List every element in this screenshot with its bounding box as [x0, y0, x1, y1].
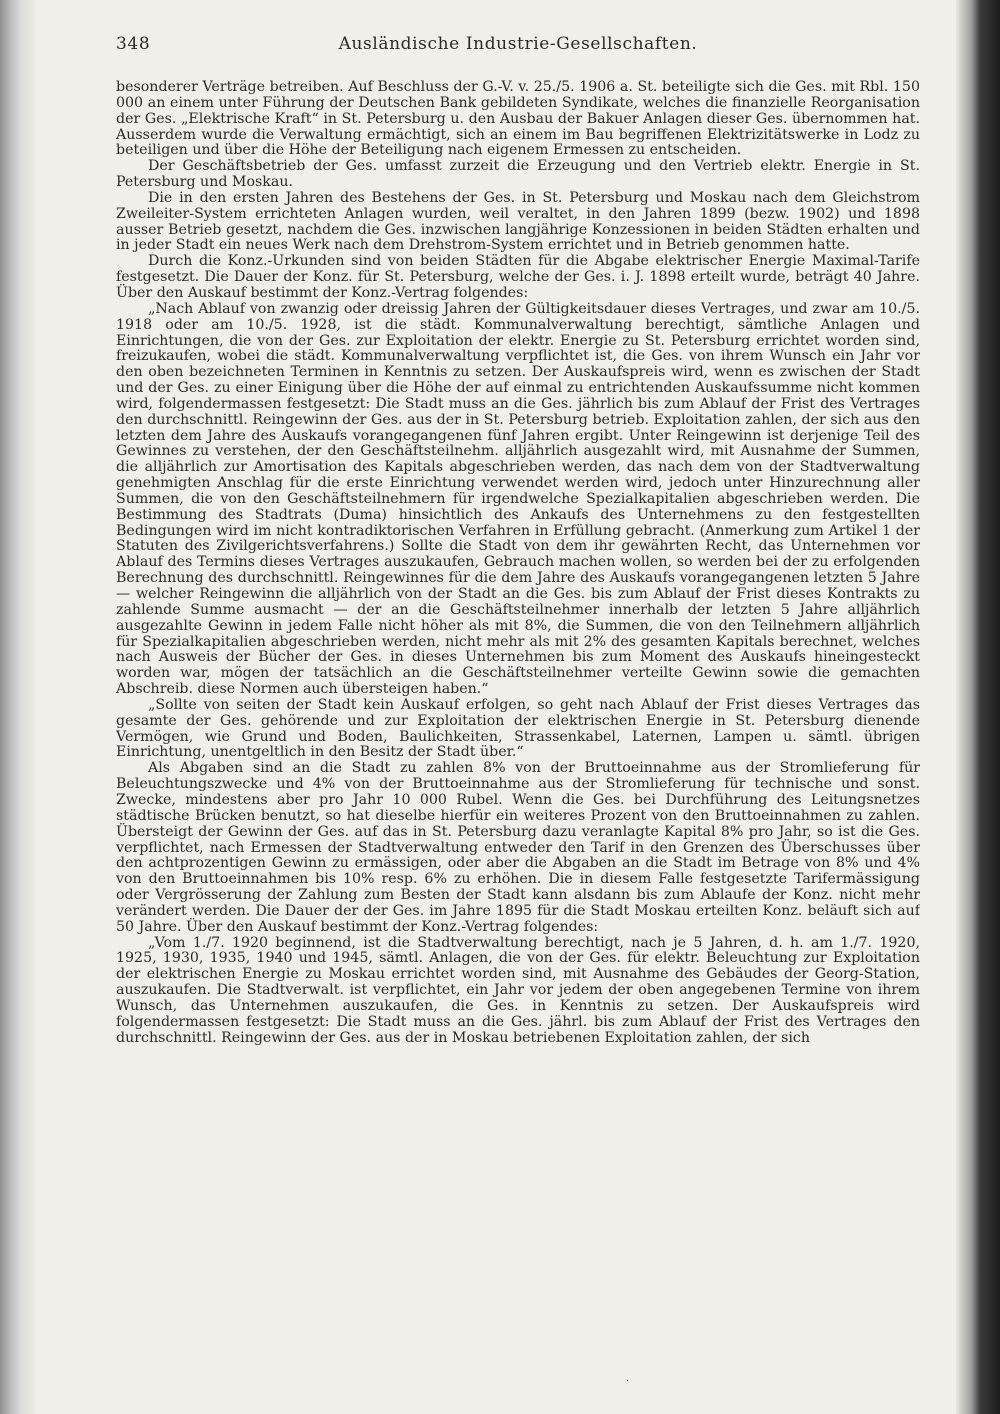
- body-text: [116, 80, 920, 1380]
- quoted-paragraph: „Nach Ablauf von zwanzig oder dreissig Jahren der Gültigkeitsdauer dieses Vertrages, und zwar am 10./5. 1918 oder am 10./5. 1928, ist die städt. Kommunalverwaltung berechtigt, sämtliche Anlagen und Einrichtungen, die von der Ges. zur Exploitation der elektr. Energie zu St. Petersburg errichtet worden sind, freizukaufen, wobei die städt. Kommunalverwaltung verpflichtet ist, die Ges. von ihrem Wunsch ein Jahr vor den oben bezeichneten Terminen in Kenntnis zu setzen. Der Auskaufspreis wird, wenn es zwischen der Stadt und der Ges. zu einer Einigung über die Höhe der auf einmal zu entrichtenden Auskaufssumme nicht kommen wird, folgendermassen festgesetzt: Die Stadt muss an die Ges. jährlich bis zum Ablauf der Frist des Vertrages den durchschnittl. Reingewinn der Ges. aus der in St. Petersburg betrieb. Exploitation zahlen, der sich aus den letzten dem Jahre des Auskaufs vorangegangenen fünf Jahren ergibt. Unter Reingewinn ist derjenige Teil des Gewinnes zu verstehen, der den Geschäftsteilnehm. alljährlich ausgezahlt wird, mit Ausnahme der Summen, die alljährlich zur Amortisation des Kapitals abgeschrieben werden, das nach dem von der Stadtverwaltung genehmigten Anschlag für die erste Einrichtung verwendet werden wird, jedoch unter Hinzurechnung aller Summen, die von den Geschäftsteilnehmern für irgendwelche Spezialkapitalien abgeschrieben werden. Die Bestimmung des Stadtrats (Duma) hinsichtlich des Ankaufs des Unternehmens zu den festgestellten Bedingungen wird im nicht kontradiktorischen Verfahren in Erfüllung gebracht. (Anmerkung zum Artikel 1 der Statuten des Zivilgerichtsverfahrens.) Sollte die Stadt von dem ihr gewährten Recht, das Unternehmen vor Ablauf des Termins dieses Vertrages auszukaufen, Gebrauch machen wollen, so werden bei der zu erfolgenden Berechnung des durchschnittl. Reingewinnes für die dem Jahre des Auskaufs vorangegangenen letzten 5 Jahre — welcher Reingewinn die alljährlich von der Stadt an die Ges. bis zum Ablauf der Frist dieses Kontrakts zu zahlende Summe ausmacht — der an die Geschäftsteilnehmer innerhalb der letzten 5 Jahre alljährlich ausgezahlte Gewinn in jedem Falle nicht höher als mit 8%, die Summen, die von den Teilnehmern alljährlich für Spezialkapitalien abgeschrieben werden, nicht mehr als mit 2% des gesamten Kapitals berechnet, welches nach Ausweis der Bücher der Ges. in dieses Unternehmen bis zum Moment des Auskaufs hineingesteckt worden war, mögen der tatsächlich an die Geschäftsteilnehmer verteilte Gewinn sowie die gemachten Abschreib. diese Normen auch übersteigen haben.“: [116, 300, 920, 698]
- page-header: [116, 34, 920, 60]
- paragraph: Der Geschäftsbetrieb der Ges. umfasst zurzeit die Erzeugung und den Vertrieb elektr. Energie in St. Petersburg und Moskau.: [116, 158, 920, 191]
- quoted-paragraph: „Sollte von seiten der Stadt kein Auskauf erfolgen, so geht nach Ablauf der Frist dieses Vertrages das gesamte der Ges. gehörende und zur Exploitation der elektrischen Energie in St. Petersburg dienende Vermögen, wie Grund und Boden, Baulichkeiten, Strassenkabel, Laternen, Lampen u. sämtl. übrigen Einrichtung, unentgeltlich in den Besitz der Stadt über.“: [116, 696, 920, 761]
- paragraph: Die in den ersten Jahren des Bestehens der Ges. in St. Petersburg und Moskau nach dem Gleichstrom Zweileiter-System errichteten Anlagen wurden, weil veraltet, in den Jahren 1899 (bezw. 1902) und 1898 ausser Betrieb gesetzt, nachdem die Ges. inzwischen langjährige Konzessionen in beiden Städten erhalten und in jeder Stadt ein neues Werk nach dem Drehstrom-System errichtet und in Betrieb genommen hatte.: [116, 189, 920, 254]
- print-mark: ·: [626, 1376, 630, 1387]
- paragraph: Durch die Konz.-Urkunden sind von beiden Städten für die Abgabe elektrischer Energie Maximal-Tarife festgesetzt. Die Dauer der Konz. für St. Petersburg, welche der Ges. i. J. 1898 erteilt wurde, beträgt 40 Jahre. Über den Auskauf bestimmt der Konz.-Vertrag folgendes:: [116, 253, 920, 301]
- running-title: Ausländische Industrie-Gesellschaften.: [338, 34, 698, 54]
- paragraph-continuation: besonderer Verträge betreiben. Auf Beschluss der G.-V. v. 25./5. 1906 a. St. beteiligte sich die Ges. mit Rbl. 150 000 an einem unter Führung der Deutschen Bank gebildeten Syndikate, welches die finanzielle Reorganisation der Ges. „Elektrische Kraft“ in St. Petersburg u. den Ausbau der Bakuer Anlagen dieser Ges. übernommen hat. Ausserdem wurde die Verwaltung ermächtigt, sich an einem im Bau begriffenen Elektrizitätswerke in Lodz zu beteiligen und über die Höhe der Beteiligung nach eigenem Ermessen zu entscheiden.: [116, 80, 920, 159]
- page-number: 348: [116, 34, 151, 54]
- quoted-paragraph: „Vom 1./7. 1920 beginnend, ist die Stadtverwaltung berechtigt, nach je 5 Jahren, d. h. am 1./7. 1920, 1925, 1930, 1935, 1940 und 1945, sämtl. Anlagen, die von der Ges. für elektr. Beleuchtung zur Exploitation der elektrischen Energie zu Moskau errichtet worden sind, mit Ausnahme des Gebäudes der Georg-Station, auszukaufen. Die Stadtverwalt. ist verpflichtet, ein Jahr vor jedem der oben angegebenen Termine von ihrem Wunsch, das Unternehmen auszukaufen, die Ges. in Kenntnis zu setzen. Der Auskaufspreis wird folgendermassen festgesetzt: Die Stadt muss an die Ges. jährl. bis zum Ablauf der Frist des Vertrages den durchschnittl. Reingewinn der Ges. aus der in Moskau betriebenen Exploitation zahlen, der sich: [116, 934, 920, 1046]
- scan-left-edge: [0, 0, 36, 1414]
- paragraph: Als Abgaben sind an die Stadt zu zahlen 8% von der Bruttoeinnahme aus der Stromlieferung für Beleuchtungszwecke und 4% von der Bruttoeinnahme aus der Stromlieferung für technische und sonst. Zwecke, mindestens aber pro Jahr 10 000 Rubel. Wenn die Ges. bei Durchführung des Leitungsnetzes städtische Brücken benutzt, so hat dieselbe hierfür ein weiteres Prozent von den Bruttoeinnahmen zu zahlen. Übersteigt der Gewinn der Ges. auf das in St. Petersburg dazu veranlagte Kapital 8% pro Jahr, so ist die Ges. verpflichtet, nach Ermessen der Stadtverwaltung entweder den Tarif in den Grenzen des Überschusses über den achtprozentigen Gewinn zu ermässigen, oder aber die Abgaben an die Stadt im Betrage von 8% und 4% von den Bruttoeinnahmen bis 10% resp. 6% zu erhöhen. Die in diesem Falle festgesetzte Tarifermässigung oder Vergrösserung der Zahlung zum Besten der Stadt kann alsdann bis zum Ablaufe der Konz. nicht mehr verändert werden. Die Dauer der der Ges. im Jahre 1895 für die Stadt Moskau erteilten Konz. beläuft sich auf 50 Jahre. Über den Auskauf bestimmt der Konz.-Vertrag folgendes:: [116, 760, 920, 935]
- scan-binding-shadow: [956, 0, 1000, 1414]
